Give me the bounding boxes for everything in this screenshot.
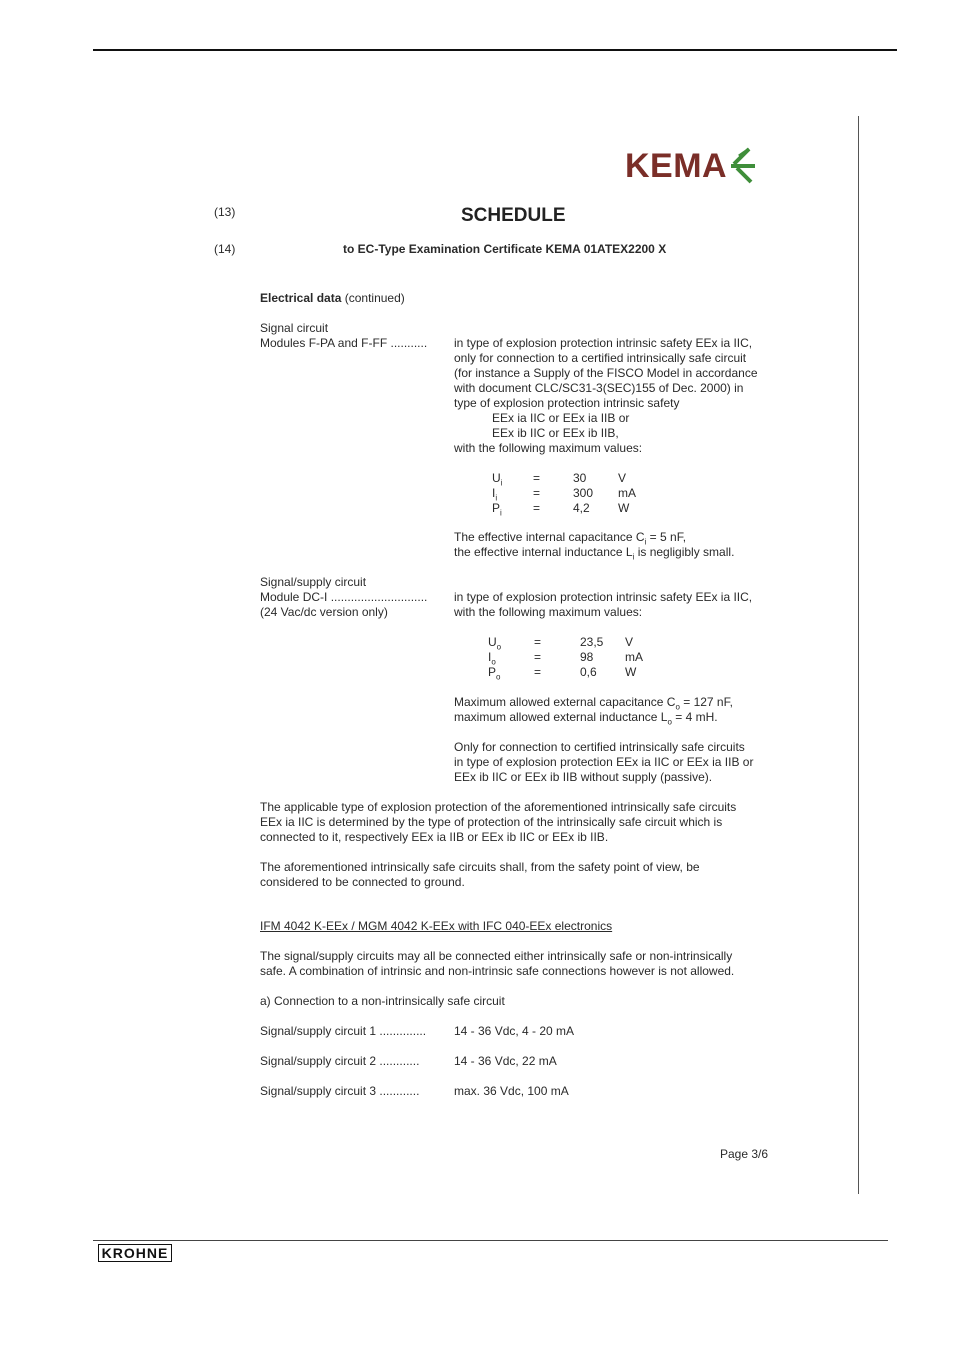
internal-capacitance-line: The effective internal capacitance $C_i = 5$ nF, bbox=[454, 530, 687, 547]
value-unit: mA bbox=[618, 486, 636, 500]
value-symbol: $I_i$ bbox=[492, 486, 498, 503]
signal-circuit-modules-label: Modules F-PA and F-FF ........... bbox=[260, 336, 428, 350]
supply-circuit-version-label: (24 Vac/dc version only) bbox=[260, 605, 388, 619]
value-unit: V bbox=[625, 635, 634, 649]
value-equals: = bbox=[533, 486, 541, 500]
page-number: Page 3/6 bbox=[720, 1147, 769, 1161]
internal-inductance-line: the effective internal inductance $L_i$ is negligibly small. bbox=[454, 545, 735, 562]
electrical-data-heading-rest: (continued) bbox=[344, 291, 405, 305]
circuit-label: Signal/supply circuit 3 ............ bbox=[260, 1084, 420, 1098]
krohne-logo: KROHNE bbox=[98, 1244, 172, 1262]
signal-circuit-max-values-line: with the following maximum values: bbox=[454, 441, 643, 455]
signal-supply-paragraph-line: safe. A combination of intrinsic and non-intrinsic safe connections however is not allowed. bbox=[260, 964, 735, 978]
supply-circuit-text-line: in type of explosion protection intrinsic safety EEx ia IIC, bbox=[454, 590, 753, 604]
value-equals: = bbox=[534, 635, 542, 649]
signal-circuit-text-line: (for instance a Supply of the FISCO Model in accordance bbox=[454, 366, 758, 380]
signal-circuit-label: Signal circuit bbox=[260, 321, 329, 335]
value-unit: W bbox=[618, 501, 630, 515]
section-number-13: (13) bbox=[214, 205, 236, 219]
section-number-14: (14) bbox=[214, 242, 236, 256]
value-number: 0,6 bbox=[580, 665, 597, 679]
applicable-paragraph-line: The applicable type of explosion protection of the aforementioned intrinsically safe circuits bbox=[260, 800, 737, 814]
only-connection-line: Only for connection to certified intrinsically safe circuits bbox=[454, 740, 745, 754]
value-unit: W bbox=[625, 665, 637, 679]
value-symbol: $P_o$ bbox=[488, 665, 501, 682]
value-number: 300 bbox=[573, 486, 594, 500]
value-unit: mA bbox=[625, 650, 643, 664]
only-connection-line: EEx ib IIC or EEx ib IIB without supply (passive). bbox=[454, 770, 713, 784]
signal-circuit-text-line: only for connection to a certified intrinsically safe circuit bbox=[454, 351, 747, 365]
kema-logo bbox=[625, 146, 759, 186]
value-number: 4,2 bbox=[573, 501, 590, 515]
document-subtitle: to EC-Type Examination Certificate KEMA 01ATEX2200 X bbox=[343, 242, 667, 256]
circuit-value: 14 - 36 Vdc, 4 - 20 mA bbox=[454, 1024, 575, 1038]
value-symbol: $U_i$ bbox=[492, 471, 503, 488]
signal-circuit-indent-line: EEx ib IIC or EEx ib IIB, bbox=[492, 426, 619, 440]
applicable-paragraph-line: EEx ia IIC is determined by the type of protection of the intrinsically safe circuit which is bbox=[260, 815, 723, 829]
applicable-paragraph-line: connected to it, respectively EEx ia IIB or EEx ib IIC or EEx ib IIB. bbox=[260, 830, 609, 844]
external-capacitance-line: Maximum allowed external capacitance $C_o = 127$ nF, bbox=[454, 695, 733, 712]
circuit-label: Signal/supply circuit 2 ............ bbox=[260, 1054, 420, 1068]
signal-circuit-text-line: type of explosion protection intrinsic safety bbox=[454, 396, 680, 410]
value-equals: = bbox=[534, 665, 542, 679]
circuit-value: max. 36 Vdc, 100 mA bbox=[454, 1084, 569, 1098]
circuit-value: 14 - 36 Vdc, 22 mA bbox=[454, 1054, 557, 1068]
value-number: 98 bbox=[580, 650, 594, 664]
external-inductance-line: maximum allowed external inductance $L_o = 4$ mH. bbox=[454, 710, 718, 727]
ifm-section-heading: IFM 4042 K-EEx / MGM 4042 K-EEx with IFC 040-EEx electronics bbox=[260, 919, 613, 933]
electrical-data-heading bbox=[260, 291, 405, 306]
value-equals: = bbox=[533, 501, 541, 515]
value-equals: = bbox=[533, 471, 541, 485]
value-number: 30 bbox=[573, 471, 587, 485]
signal-circuit-text-line: in type of explosion protection intrinsic safety EEx ia IIC, bbox=[454, 336, 753, 350]
connection-a-heading: a) Connection to a non-intrinsically safe circuit bbox=[260, 994, 505, 1008]
header-rule bbox=[93, 49, 897, 51]
supply-circuit-module-label: Module DC-I ............................. bbox=[260, 590, 428, 604]
circuit-label: Signal/supply circuit 1 .............. bbox=[260, 1024, 427, 1038]
document-title: SCHEDULE bbox=[461, 205, 566, 226]
electrical-data-heading-bold: Electrical data bbox=[260, 291, 342, 305]
ground-paragraph-line: considered to be connected to ground. bbox=[260, 875, 465, 889]
value-symbol: $U_o$ bbox=[488, 635, 502, 652]
only-connection-line: in type of explosion protection EEx ia IIC or EEx ia IIB or bbox=[454, 755, 754, 769]
ground-paragraph-line: The aforementioned intrinsically safe circuits shall, from the safety point of view, be bbox=[260, 860, 700, 874]
value-equals: = bbox=[534, 650, 542, 664]
value-number: 23,5 bbox=[580, 635, 604, 649]
supply-circuit-text-line: with the following maximum values: bbox=[454, 605, 643, 619]
signal-supply-paragraph-line: The signal/supply circuits may all be connected either intrinsically safe or non-intrinsically bbox=[260, 949, 733, 963]
value-unit: V bbox=[618, 471, 627, 485]
signal-circuit-indent-line: EEx ia IIC or EEx ia IIB or bbox=[492, 411, 630, 425]
value-symbol: $I_o$ bbox=[488, 650, 496, 667]
scan-edge-rule bbox=[858, 116, 859, 1194]
kema-logo-mark-icon bbox=[727, 146, 759, 186]
footer-rule bbox=[93, 1240, 888, 1241]
kema-logo-text: KEMA bbox=[625, 146, 728, 185]
signal-circuit-text-line: with document CLC/SC31-3(SEC)155 of Dec. 2000) in bbox=[454, 381, 744, 395]
value-symbol: $P_i$ bbox=[492, 501, 502, 518]
supply-circuit-label: Signal/supply circuit bbox=[260, 575, 367, 589]
